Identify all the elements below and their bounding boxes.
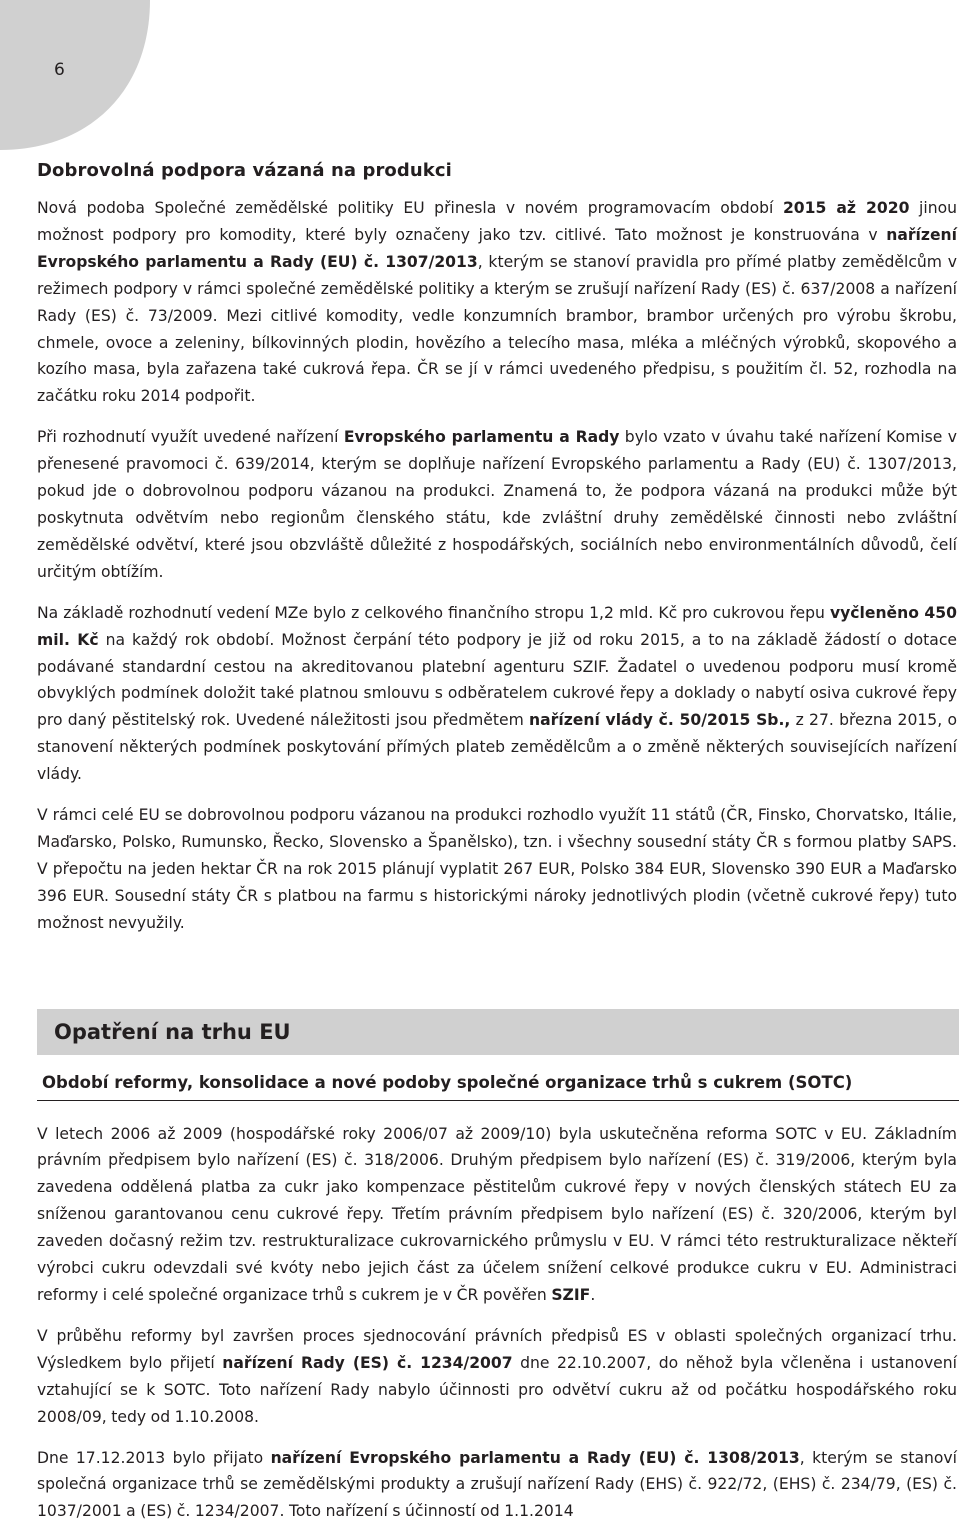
paragraph-mze-decision	[37, 600, 957, 788]
section-header-label: Opatření na trhu EU	[54, 1019, 291, 1044]
text-run: dne 22.10.2007, do něhož byla včleněna i ustanovení vztahující se k SOTC. Toto nařízení Rady nabylo účinnosti pro odvětví cukru až od počátku hospodářského roku 2008/09, tedy od 1.10.2008.	[37, 1353, 957, 1426]
text-run: Dne 17.12.2013 bylo přijato	[37, 1448, 271, 1467]
page-content	[37, 160, 957, 1525]
text-run: na každý rok období. Možnost čerpání této podpory je již od roku 2015, a to na základě žádostí o dotace podávané standardní cestou na akreditovanou platební agenturu SZIF. Žadatel o uvedenou podporu musí kromě obvyklých podmínek doložit také platnou smlouvu s odběratelem cukrové řepy a doklady o nabytí osiva cukrové řepy pro daný pěstitelský rok. Uvedené náležitosti jsou předmětem	[37, 630, 957, 730]
spacer	[37, 937, 957, 1009]
paragraph-regulation-1234-2007	[37, 1323, 957, 1431]
bold-text-run: nařízení Evropského parlamentu a Rady (EU) č. 1308/2013	[270, 1448, 800, 1467]
text-run: Při rozhodnutí využít uvedené nařízení	[37, 428, 344, 447]
page-number: 6	[54, 60, 65, 80]
paragraph-eu-states: V rámci celé EU se dobrovolnou podporu vázanou na produkci rozhodlo využít 11 států (ČR, Finsko, Chorvatsko, Itálie, Maďarsko, Polsko, Rumunsko, Řecko, Slovensko a Španělsko), tzn. i všechny sousední státy ČR s formou platby SAPS. V přepočtu na jeden hektar ČR na rok 2015 plánují vyplatit 267 EUR, Polsko 384 EUR, Slovensko 390 EUR a Maďarsko 396 EUR. Sousední státy ČR s platbou na farmu s historickými nároky jednotlivých plodin (včetně cukrové řepy) tuto možnost nevyužily.	[37, 806, 957, 932]
paragraph-commission-regulation	[37, 424, 957, 585]
paragraph-coupled-support-intro	[37, 195, 957, 410]
text-run: Nová podoba Společné zemědělské politiky EU přinesla v novém programovacím období	[37, 199, 783, 217]
text-run: V letech 2006 až 2009 (hospodářské roky 2006/07 až 2009/10) byla uskutečněna reforma SOTC v EU. Základním právním předpisem bylo nařízení (ES) č. 318/2006. Druhým předpisem bylo nařízení (ES) č. 319/2006, kterým byla zavedena oddělená platba za cukr jako kompenzace pěstitelům cukrové řepy v nových členských státech EU za sníženou garantovanou cenu cukrové řepy. Třetím právním předpisem bylo nařízení (ES) č. 320/2006, kterým byl zaveden dočasný režim tzv. restrukturalizace cukrovarnického průmyslu v EU. V rámci této restrukturalizace někteří výrobci cukru odevzdali své kvóty nebo jejich část za účelem snížení celkové produkce cukru v EU. Administraci reformy i celé společné organizace trhů s cukrem je v ČR pověřen	[37, 1124, 957, 1304]
section-header-eu-market-measures	[37, 1009, 959, 1055]
subsection-title-sotc-reform: Období reformy, konsolidace a nové podoby společné organizace trhů s cukrem (SOTC)	[37, 1073, 959, 1101]
text-run: Na základě rozhodnutí vedení MZe bylo z celkového finančního stropu 1,2 mld. Kč pro cukrovou řepu	[37, 603, 830, 622]
text-run: .	[590, 1286, 596, 1304]
bold-text-run: Evropského parlamentu a Rady	[343, 428, 620, 447]
paragraph-regulation-1308-2013	[37, 1445, 957, 1526]
text-run: z 27. března 2015, o stanovení některých podmínek poskytování přímých plateb zemědělcům a o změně některých souvisejících nařízení vlády.	[37, 711, 957, 784]
bold-text-run: nařízení Rady (ES) č. 1234/2007	[222, 1353, 513, 1372]
text-run: bylo vzato v úvahu také nařízení Komise v přenesené pravomoci č. 639/2014, kterým se doplňuje nařízení Evropského parlamentu a Rady (EU) č. 1307/2013, pokud jde o dobrovolnou podporu vázanou na produkci. Znamená to, že podpora vázaná na produkci může být poskytnuta odvětvím nebo regionům členského státu, kde zvláštní druhy zemědělské činnosti nebo zvláštní zemědělské odvětví, které jsou obzvláště důležité z hospodářských, sociálních nebo environmentálních důvodů, čelí určitým obtížím.	[37, 428, 957, 581]
text-run: jinou možnost podpory pro komodity, které byly označeny jako tzv. citlivé. Tato možnost je konstruována v	[37, 199, 957, 244]
text-run: , kterým se stanoví pravidla pro přímé platby zemědělcům v režimech podpory v rámci společné zemědělské politiky a kterým se zrušují nařízení Rady (ES) č. 637/2008 a nařízení Rady (ES) č. 73/2009. Mezi citlivé komodity, vedle konzumních brambor, brambor určených pro výrobu škrobu, chmele, ovoce a zeleniny, bílkovinných plodin, hovězího a telecího masa, mléka a mléčných výrobků, skopového a kozího masa, byla zařazena také cukrová řepa. ČR se jí v rámci uvedeného předpisu, s použitím čl. 52, rozhodla na začátku roku 2014 podpořit.	[37, 252, 957, 406]
paragraph-reform-2006-2009	[37, 1121, 957, 1309]
text-run: V průběhu reformy byl završen proces sjednocování právních předpisů ES v oblasti společných organizací trhu. Výsledkem bylo přijetí	[37, 1326, 957, 1372]
page-corner-tab	[0, 0, 150, 150]
bold-text-run: 2015 až 2020	[782, 199, 910, 217]
bold-text-run: SZIF	[551, 1286, 591, 1304]
bold-text-run: nařízení Evropského parlamentu a Rady (EU) č. 1307/2013	[37, 225, 957, 271]
section-title-coupled-support: Dobrovolná podpora vázaná na produkci	[37, 160, 452, 181]
bold-text-run: nařízení vlády č. 50/2015 Sb.,	[529, 711, 791, 730]
bold-text-run: vyčleněno 450 mil. Kč	[37, 603, 957, 649]
text-run: , kterým se stanoví společná organizace trhů se zemědělskými produkty a zrušují nařízení Rady (EHS) č. 922/72, (EHS) č. 234/79, (ES) č. 1037/2001 a (ES) č. 1234/2007. Toto nařízení s účinností od 1.1.2014	[37, 1448, 957, 1521]
